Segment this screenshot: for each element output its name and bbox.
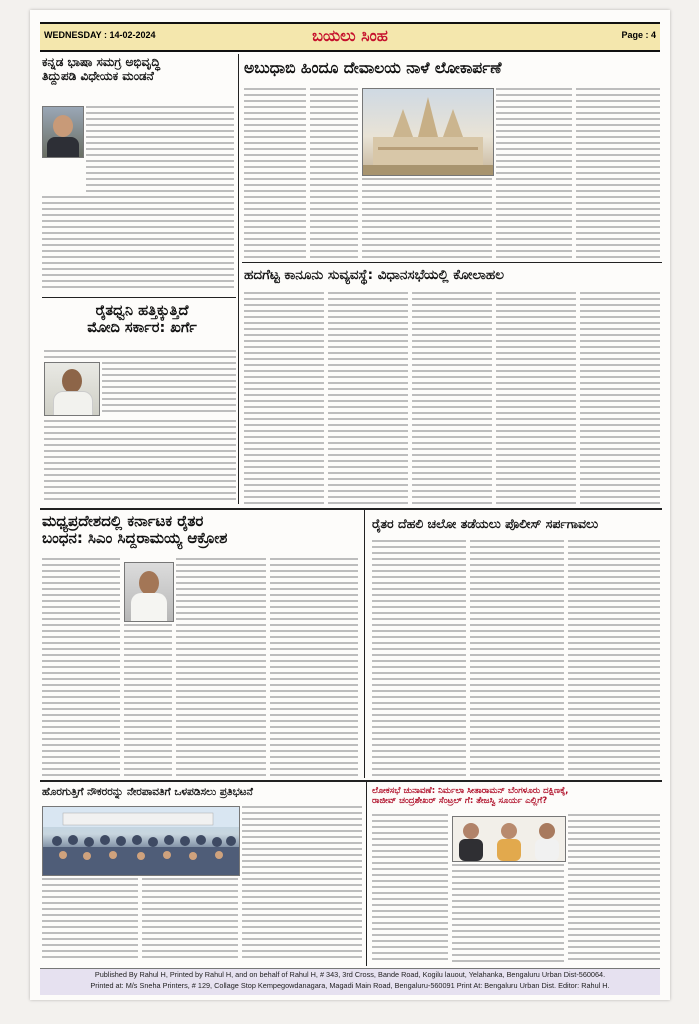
- delhi-chalo-body-1: [372, 540, 466, 776]
- minister-photo: [42, 106, 84, 158]
- abudhabi-body-3: [362, 178, 492, 258]
- abudhabi-body-5: [576, 88, 660, 258]
- kannada-bill-body-2: [42, 196, 234, 292]
- imprint-line-1: Published By Rahul H, Printed by Rahul H, and on behalf of Rahul H, # 343, 3rd Cross, Bande Road, Kogilu lauout, Yelahanka, Bengaluru Urban Dist-560064.: [94, 970, 606, 979]
- abudhabi-headline: ಅಬುಧಾಬಿ ಹಿಂದೂ ದೇವಾಲಯ ನಾಳೆ ಲೋಕಾರ್ಪಣೆ: [244, 59, 502, 77]
- abudhabi-body-1: [244, 88, 306, 258]
- page-number: Page : 4: [621, 30, 656, 40]
- outsourcing-body-4: [242, 878, 362, 962]
- section-rule: [40, 780, 662, 782]
- issue-date: WEDNESDAY : 14-02-2024: [44, 30, 156, 40]
- column-rule: [366, 782, 367, 966]
- protest-photo: [42, 806, 240, 876]
- section-rule: [42, 297, 236, 298]
- hadagatta-body-3: [412, 292, 492, 504]
- newspaper-page: [30, 10, 670, 1000]
- delhi-chalo-headline: ರೈತರ ದೆಹಲಿ ಚಲೋ ತಡೆಯಲು ಪೊಲೀಸ್ ಸರ್ಪಗಾವಲು: [372, 516, 599, 531]
- abudhabi-body-2: [310, 88, 358, 258]
- candidates-portraits: [453, 817, 565, 861]
- mp-farmers-body-3: [176, 558, 266, 776]
- imprint-line-2: Printed at: M/s Sneha Printers, # 129, Collage Stop Kempegowdanagara, Magadi Main Road, Bengaluru-560091 Print At: Bengaluru Urban Dist. Editor: Rahul H.: [90, 981, 610, 990]
- loksabha-body-1: [372, 814, 448, 962]
- siddaramaiah-photo: [124, 562, 174, 622]
- masthead: [40, 22, 660, 52]
- section-rule: [242, 262, 662, 263]
- imprint-footer: [40, 968, 660, 995]
- hadagatta-headline: ಹದಗೆಟ್ಟ ಕಾನೂನು ಸುವ್ಯವಸ್ಥೆ: ವಿಧಾನಸಭೆಯಲ್ಲಿ ಕೋಲಾಹಲ: [244, 267, 504, 283]
- mp-farmers-body-1: [42, 558, 120, 776]
- outsourcing-body-3: [142, 878, 238, 962]
- kharge-headline: ರೈತಧ್ವನಿ ಹತ್ತಿಕ್ಕುತ್ತಿದೆ ಮೋದಿ ಸರ್ಕಾರ: ಖರ್ಗೆ: [87, 303, 197, 336]
- loksabha-body-2: [452, 864, 564, 962]
- kannada-bill-headline: ಕನ್ನಡ ಭಾಷಾ ಸಮಗ್ರ ಅಭಿವೃದ್ಧಿ ತಿದ್ದುಪಡಿ ವಿಧೇಯಕ ಮಂಡನೆ: [42, 55, 161, 83]
- candidates-photo: [452, 816, 566, 862]
- hadagatta-body-5: [580, 292, 660, 504]
- mp-farmers-headline: ಮಧ್ಯಪ್ರದೇಶದಲ್ಲಿ ಕರ್ನಾಟಕ ರೈತರ ಬಂಧನ: ಸಿಎಂ ಸಿದ್ದರಾಮಯ್ಯ ಆಕ್ರೋಶ: [42, 512, 228, 548]
- column-rule: [364, 510, 365, 778]
- outsourcing-body-2: [42, 878, 138, 962]
- protest-crowd-illustration: [43, 807, 239, 875]
- hadagatta-body-2: [328, 292, 408, 504]
- delhi-chalo-body-2: [470, 540, 564, 776]
- kharge-byline: [44, 350, 236, 360]
- delhi-chalo-body-3: [568, 540, 660, 776]
- kharge-photo: [44, 362, 100, 416]
- section-rule: [40, 508, 662, 510]
- mp-farmers-body-2: [124, 624, 172, 776]
- mp-farmers-body-4: [270, 558, 358, 776]
- outsourcing-body-1: [242, 806, 362, 874]
- hadagatta-body-4: [496, 292, 576, 504]
- column-rule: [238, 54, 239, 504]
- kannada-bill-body: [86, 106, 234, 194]
- hadagatta-body-1: [244, 292, 324, 504]
- kharge-body-2: [44, 420, 236, 504]
- newspaper-title: ಬಯಲು ಸಿಂಹ: [312, 26, 388, 45]
- outsourcing-headline: ಹೊರಗುತ್ತಿಗೆ ನೌಕರರನ್ನು ನೇರಪಾವತಿಗೆ ಒಳಪಡಿಸಲು ಪ್ರತಿಭಟನೆ: [42, 786, 253, 798]
- loksabha-headline: ಲೋಕಸಭೆ ಚುನಾವಣೆ: ನಿರ್ಮಲಾ ಸೀತಾರಾಮನ್ ಬೆಂಗಳೂರು ದಕ್ಷಿಣಕ್ಕೆ, ರಾಜೀವ್ ಚಂದ್ರಶೇಖರ್ ಸೆಂಟ್ರಲ್ ಗೆ: ತೇಜಸ್ವಿ ಸೂರ್ಯ ಎಲ್ಲಿಗೆ?: [372, 786, 569, 806]
- kharge-body-1: [102, 362, 236, 416]
- temple-photo: [362, 88, 494, 176]
- loksabha-body-3: [568, 814, 660, 962]
- temple-illustration: [363, 89, 493, 175]
- abudhabi-body-4: [496, 88, 572, 258]
